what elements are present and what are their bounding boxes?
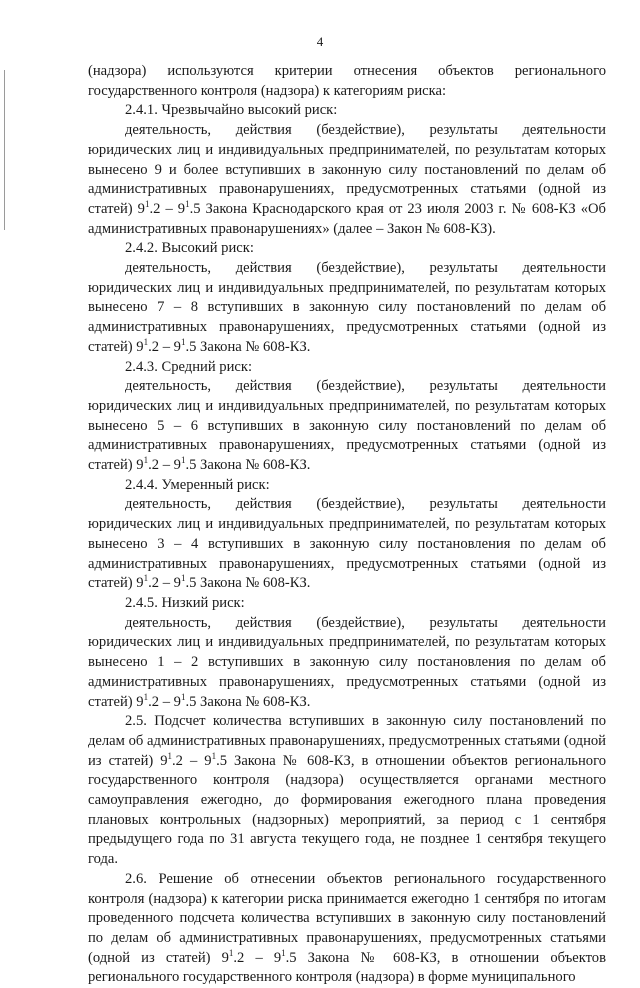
paragraph: деятельность, действия (бездействие), результаты деятельности юридических лиц и индивидуальных предпринимателей, по результатам которых вынесено 3 – 4 вступивших в законную силу постановления по делам об административных правонарушениях, предусмотренных статьями (одной из статей) $9^1.2 - 9^1.5$ Закона № 608-КЗ. <box>88 496 606 592</box>
paragraph: 2.6. Решение об отнесении объектов регионального государственного контроля (надзора) к категории риска принимается ежегодно 1 сентября по итогам проведенного подсчета количества вступивших в законную силу постановлений по делам об административных правонарушениях, предусмотренных статьями (одной из статей) $9^1.2 - 9^1.5$ Закона № 608-КЗ, в отношении объектов регионального государственного контроля (надзора) в форме муниципального <box>88 870 606 986</box>
paragraph: деятельность, действия (бездействие), результаты деятельности юридических лиц и индивидуальных предпринимателей, по результатам которых вынесено 5 – 6 вступивших в законную силу постановлений по делам об административных правонарушениях, предусмотренных статьями (одной из статей) $9^1.2 - 9^1.5$ Закона № 608-КЗ. <box>88 378 606 474</box>
paragraph: 2.4.3. Средний риск: <box>125 358 253 375</box>
paragraph: деятельность, действия (бездействие), результаты деятельности юридических лиц и индивидуальных предпринимателей, по результатам которых вынесено 1 – 2 вступивших в законную силу постановления по делам об административных правонарушениях, предусмотренных статьями (одной из статей) $9^1.2 - 9^1.5$ Закона № 608-КЗ. <box>88 614 606 710</box>
paragraph: 2.4.5. Низкий риск: <box>125 594 245 611</box>
paragraph: деятельность, действия (бездействие), результаты деятельности юридических лиц и индивидуальных предпринимателей, по результатам которых вынесено 7 – 8 вступивших в законную силу постановлений по делам об административных правонарушениях, предусмотренных статьями (одной из статей) $9^1.2 - 9^1.5$ Закона № 608-КЗ. <box>88 260 606 355</box>
paragraph: 2.5. Подсчет количества вступивших в законную силу постановлений по делам об административных правонарушениях, предусмотренных статьями (одной из статей) $9^1.2 - 9^1.5$ Закона № 608-КЗ, в отношении объектов регионального государственного контроля (надзора) осуществляется органами местного самоуправления ежегодно, до формирования ежегодного плана проведения плановых контрольных (надзорных) мероприятий, за период с 1 сентября предыдущего года по 31 августа текущего года, не позднее 1 сентября текущего года. <box>88 713 606 868</box>
page-number: 4 <box>316 34 324 49</box>
document-body <box>88 62 606 988</box>
paragraph: (надзора) используются критерии отнесения объектов регионального государственного контроля (надзора) к категориям риска: <box>88 63 606 99</box>
paragraph: 2.4.2. Высокий риск: <box>125 240 254 257</box>
paragraph: 2.4.1. Чрезвычайно высокий риск: <box>125 102 338 119</box>
paragraph: 2.4.4. Умеренный риск: <box>125 476 270 493</box>
paragraph: деятельность, действия (бездействие), результаты деятельности юридических лиц и индивидуальных предпринимателей, по результатам которых вынесено 9 и более вступивших в законную силу постановлений по делам об административных правонарушениях, предусмотренных статьями (одной из статей) $9^1.2 - 9^1.5$ Закона Краснодарского края от 23 июля 2003 г. № 608-КЗ «Об административных правонарушениях» (далее – Закон № 608-КЗ). <box>88 122 606 237</box>
scan-margin-mark <box>4 70 5 230</box>
